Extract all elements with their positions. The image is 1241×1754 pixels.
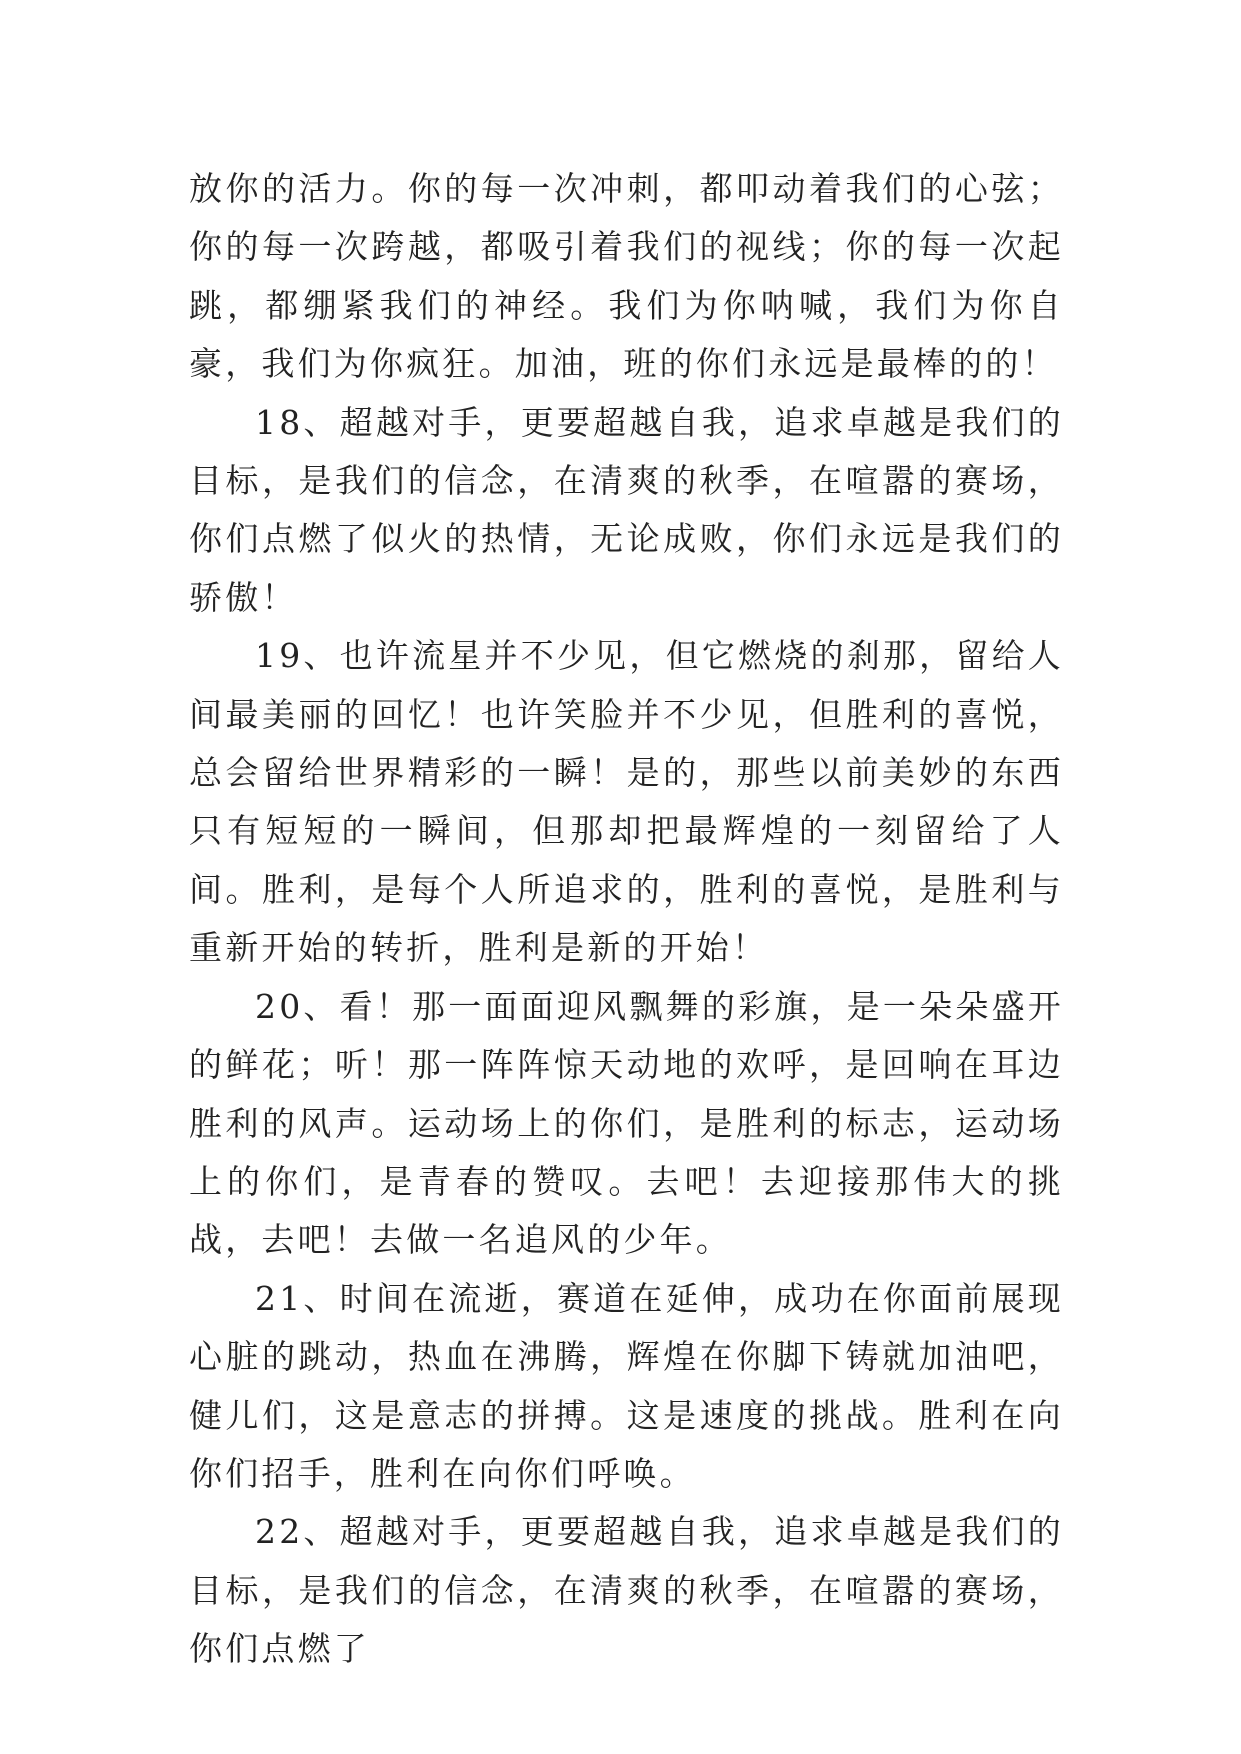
paragraph-item-18: 18、超越对手，更要超越自我，追求卓越是我们的目标，是我们的信念，在清爽的秋季，在喧嚣的赛场，你们点燃了似火的热情，无论成败，你们永远是我们的骄傲！ — [189, 402, 1064, 617]
paragraph-item-19: 19、也许流星并不少见，但它燃烧的刹那，留给人间最美丽的回忆！也许笑脸并不少见，但胜利的喜悦，总会留给世界精彩的一瞬！是的，那些以前美妙的东西只有短短的一瞬间，但那却把最辉煌的一刻留给了人间。胜利，是每个人所追求的，胜利的喜悦，是胜利与重新开始的转折，胜利是新的开始！ — [189, 636, 1064, 968]
paragraph-continuation: 放你的活力。你的每一次冲刺，都叩动着我们的心弦；你的每一次跨越，都吸引着我们的视线；你的每一次起跳，都绷紧我们的神经。我们为你呐喊，我们为你自豪，我们为你疯狂。加油，班的你们永远是最棒的的！ — [189, 169, 1064, 384]
paragraph-item-22: 22、超越对手，更要超越自我，追求卓越是我们的目标，是我们的信念，在清爽的秋季，在喧嚣的赛场，你们点燃了 — [189, 1512, 1064, 1669]
document-body — [189, 160, 1064, 1679]
paragraph-item-21: 21、时间在流逝，赛道在延伸，成功在你面前展现心脏的跳动，热血在沸腾，辉煌在你脚下铸就加油吧，健儿们，这是意志的拼搏。这是速度的挑战。胜利在向你们招手，胜利在向你们呼唤。 — [189, 1278, 1064, 1493]
paragraph-item-20: 20、看！那一面面迎风飘舞的彩旗，是一朵朵盛开的鲜花；听！那一阵阵惊天动地的欢呼，是回响在耳边胜利的风声。运动场上的你们，是胜利的标志，运动场上的你们，是青春的赞叹。去吧！去迎接那伟大的挑战，去吧！去做一名追风的少年。 — [189, 986, 1064, 1260]
